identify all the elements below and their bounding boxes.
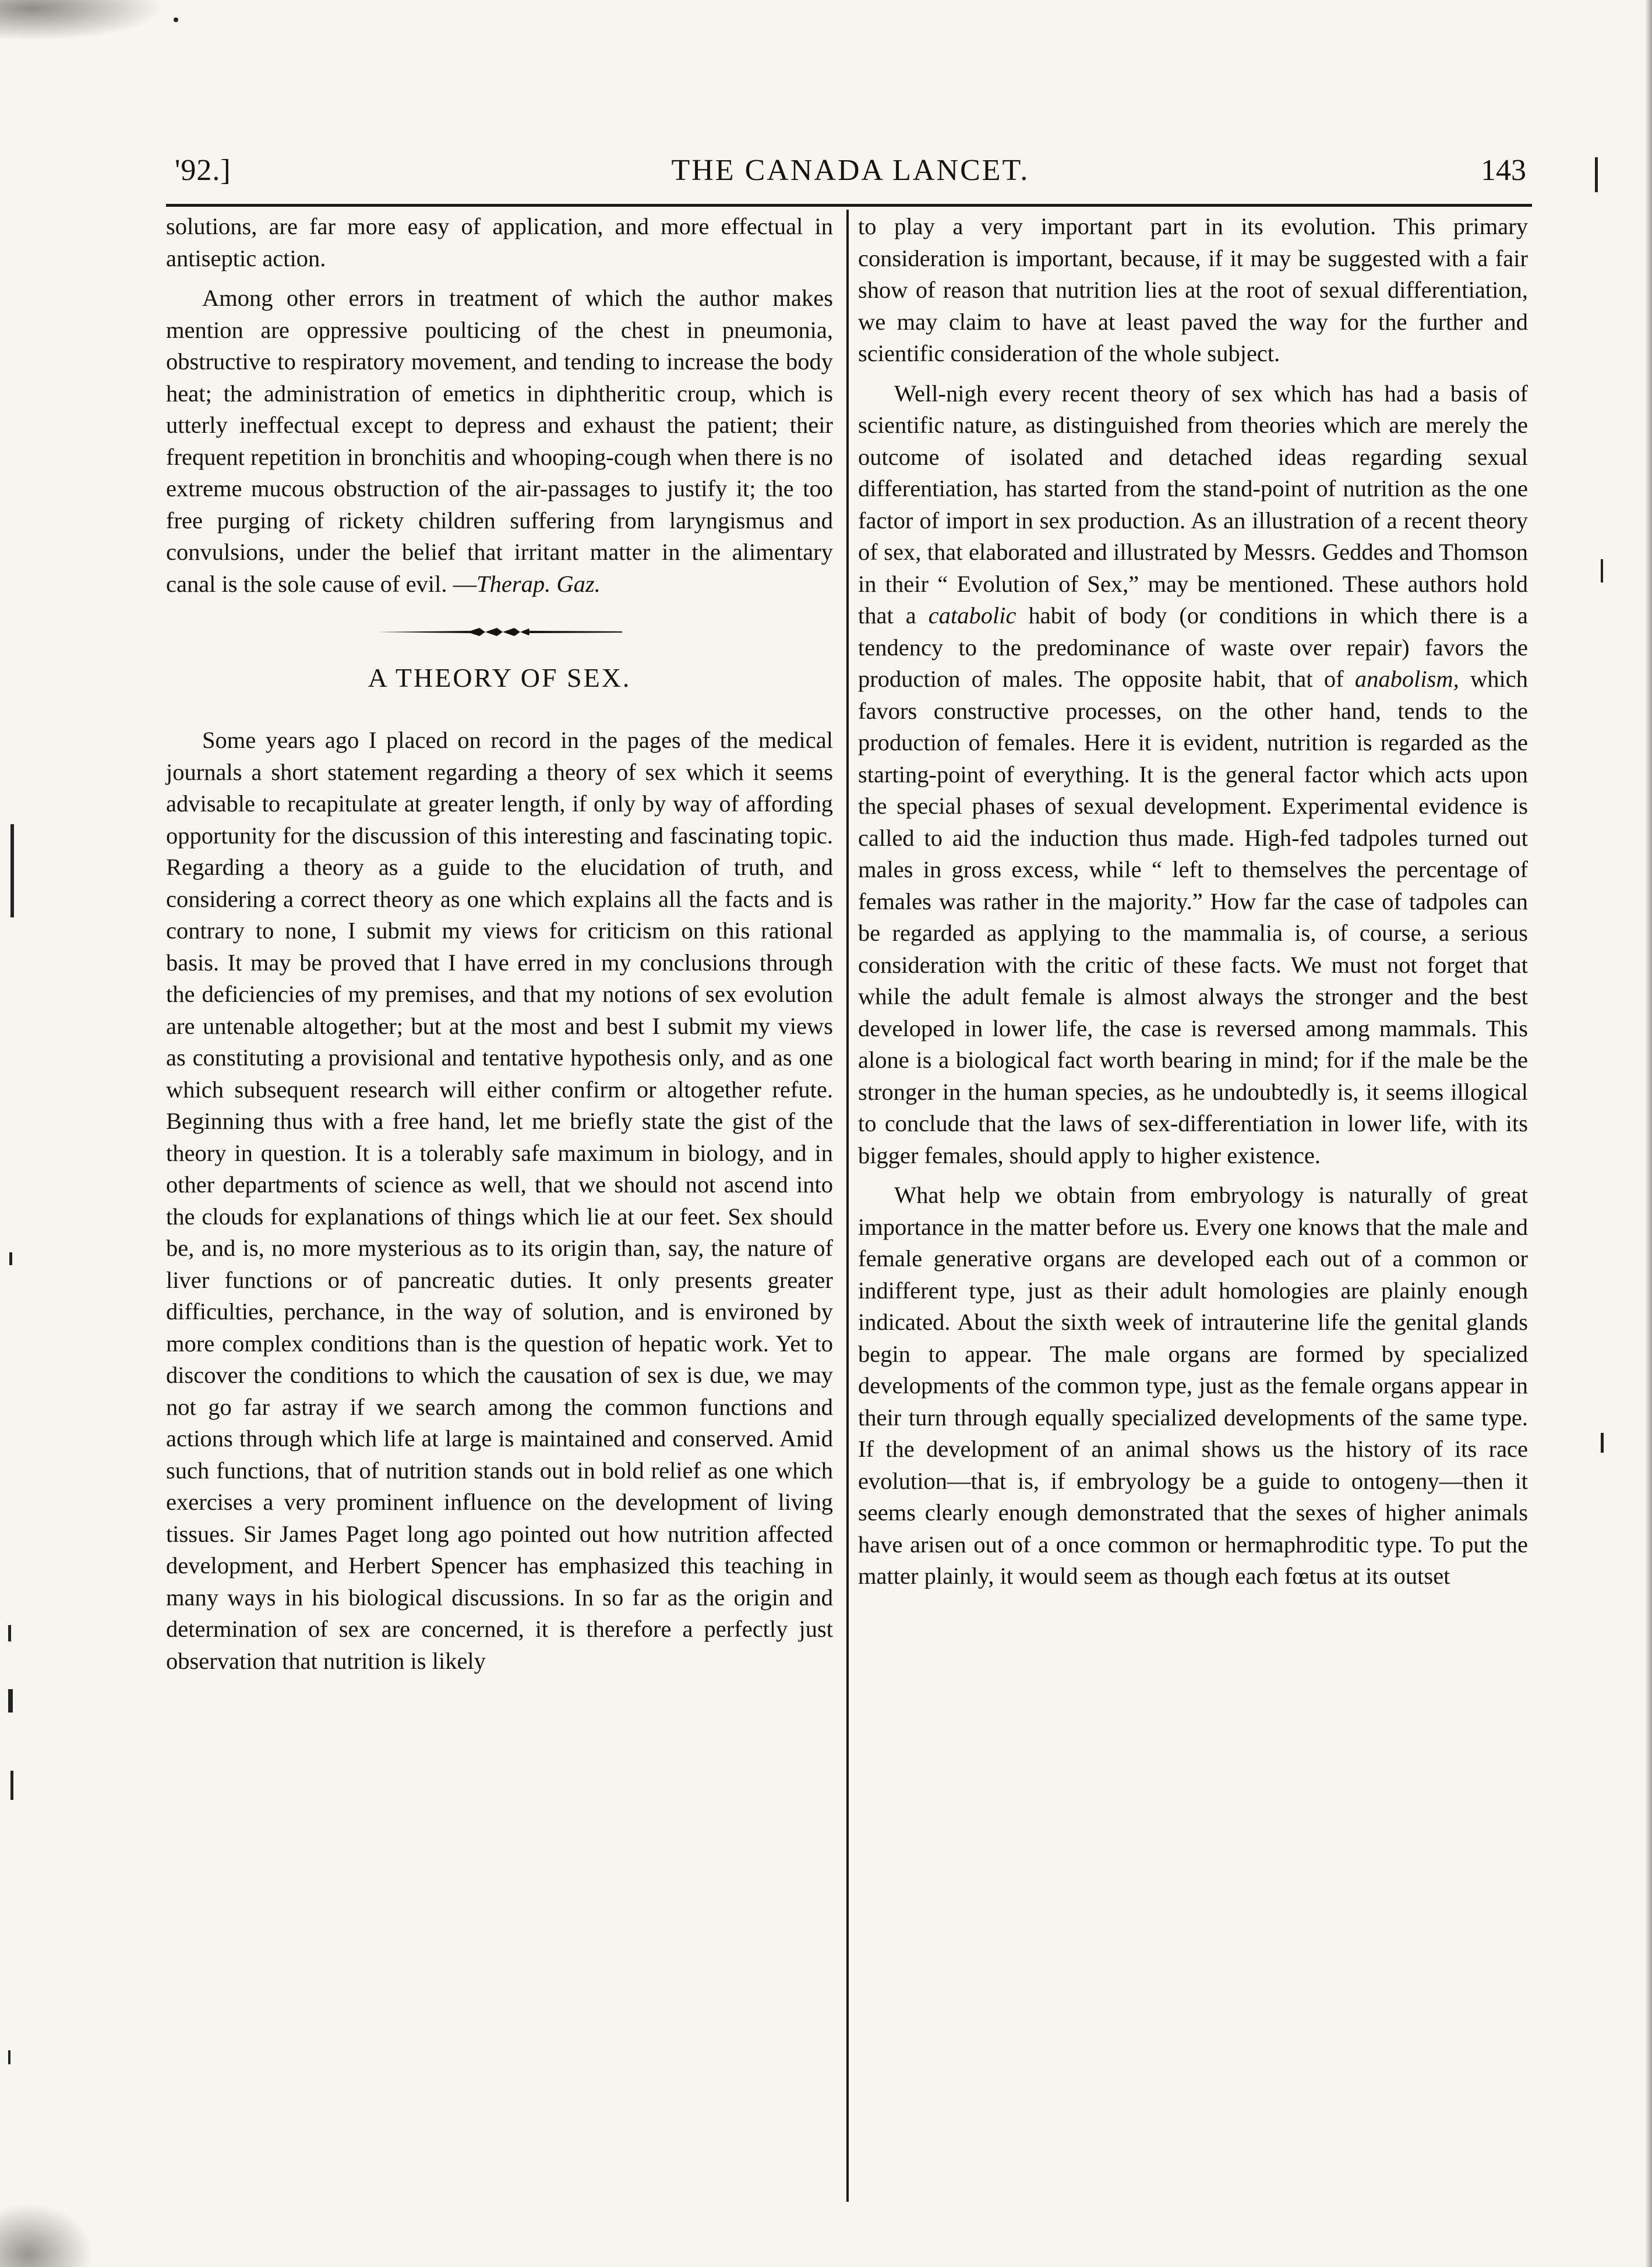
paragraph: Some years ago I placed on record in the pages of the medical journals a short statement regarding a theory of sex which it seems advisable to recapitulate at greater length, if only by way of affording opportunity for the discussion of this interesting and fascinating topic. Regarding a theory as a guide to the elucidation of truth, and considering a correct theory as one which explains all the facts and is contrary to none, I submit my views for criticism on this rational basis. It may be proved that I have erred in my conclusions through the deficiencies of my premises, and that my notions of sex evolution are untenable altogether; but at the most and best I submit my views as constituting a provisional and tentative hypothesis only, and as one which subsequent research will either confirm or altogether refute. Beginning thus with a free hand, let me briefly state the gist of the theory in question. It is a tolerably safe maximum in biology, and in other departments of science as well, that we should not ascend into the clouds for explanations of things which lie at our feet. Sex should be, and is, no more mysterious as to its origin than, say, the nature of liver functions or of pancreatic duties. It only presents greater difficulties, perchance, in the way of solution, and is environed by more complex conditions than is the question of hepatic work. Yet to discover the conditions to which the causation of sex is due, we may not go far astray if we search among the common functions and actions through which life at large is maintained and conserved. Amid such functions, that of nutrition stands out in bold relief as one which exercises a very prominent influence on the development of living tissues. Sir James Paget long ago pointed out how nutrition affected development, and Herbert Spencer has emphasized this teaching in many ways in his biological discussions. In so far as the origin and determination of sex are concerned, it is therefore a perfectly just observation that nutrition is likely: [166, 727, 833, 1674]
paragraph: What help we obtain from embryology is naturally of great importance in the matter before us. Every one knows that the male and female generative organs are developed each out of a common or indifferent type, just as their adult homologies are plainly enough indicated. About the sixth week of intrauterine life the genital glands begin to appear. The male organs are formed by specialized developments of the common type, just as the female organs appear in their turn through equally specialized developments of the same type. If the development of an animal shows us the history of its race evolution—that is, if embryology be a guide to ontogeny—then it seems clearly enough demonstrated that the sexes of higher animals have arisen out of a once common or hermaphroditic type. To put the matter plainly, it would seem as though each fœtus at its outset: [858, 1182, 1528, 1589]
section-divider-ornament: [377, 624, 622, 640]
paragraph: [858, 378, 1528, 1172]
page-number: 143: [1481, 154, 1526, 187]
column-divider: [846, 210, 849, 2202]
scan-smudge-bottom-left: [0, 2203, 93, 2267]
margin-speck: [1601, 1433, 1604, 1453]
italic-term: catabolic: [928, 602, 1016, 628]
italic-term: anabolism,: [1354, 666, 1459, 692]
margin-speck: [1601, 559, 1603, 582]
paragraph: solutions, are far more easy of application, and more effectual in antiseptic action.: [166, 213, 833, 271]
scan-smudge-top-left: [0, 0, 163, 41]
margin-speck: [8, 1625, 11, 1641]
margin-speck: [174, 17, 178, 22]
journal-title: THE CANADA LANCET.: [671, 154, 1030, 187]
citation-source: Therap. Gaz.: [476, 570, 601, 597]
margin-bar: [10, 1771, 13, 1800]
paragraph-text: which favors constructive processes, on the other hand, tends to the production of females. Here it is evident, nutrition is regarded as the starting-point of everything. It is the general factor which acts upon the special phases of sexual development. Experimental evidence is called to aid the induction thus made. High-fed tadpoles turned out males in gross excess, while “ left to themselves the percentage of females was rather in the majority.” How far the case of tadpoles can be regarded as applying to the mammalia is, of course, a serious consideration with the critic of these facts. We must not forget that while the adult female is almost always the stronger and the best developed in lower life, the case is reversed among mammals. This alone is a biological fact worth bearing in mind; for if the male be the stronger in the human species, as he undoubtedly is, it seems illogical to conclude that the laws of sex-differentiation in lower life, with its bigger females, should apply to higher existence.: [858, 666, 1529, 1168]
margin-speck: [1595, 157, 1598, 192]
paragraph: [166, 283, 833, 600]
paragraph-text: habit of body (or conditions in which there is a tendency to the predominance of waste over repair) favors the production of males. The opposite habit, that of: [858, 602, 1529, 692]
header-rule: [166, 204, 1532, 207]
paragraph-text: Well-nigh every recent theory of sex which has had a basis of scientific nature, as distinguished from theories which are merely the outcome of isolated and detached ideas regarding sexual differentiation, has started from the stand-point of nutrition as the one factor of import in sex production. As an illustration of a recent theory of sex, that elaborated and illustrated by Messrs. Geddes and Thomson in their “ Evolution of Sex,” may be mentioned. These authors hold that a: [858, 380, 1528, 628]
margin-speck: [8, 1689, 13, 1712]
paragraph-text: Among other errors in treatment of which the author makes mention are oppressive poulticing of the chest in pneumonia, obstructive to respiratory movement, and tending to increase the body heat; the administration of emetics in diphtheritic croup, which is utterly ineffectual except to depress and exhaust the patient; their frequent repetition in bronchitis and whooping-cough when there is no extreme mucous obstruction of the air-passages to justify it; the too free purging of rickety children suffering from laryngismus and convulsions, under the belief that irritant matter in the alimentary canal is the sole cause of evil. —: [166, 285, 833, 597]
page-edge-shadow: [1645, 0, 1652, 2267]
margin-speck: [8, 2050, 10, 2064]
right-column: [858, 211, 1528, 1592]
margin-speck: [9, 1252, 12, 1265]
section-title: A THEORY OF SEX.: [368, 663, 631, 693]
margin-bar: [10, 824, 14, 917]
paragraph: to play a very important part in its evolution. This primary consideration is important, because, if it may be suggested with a fair show of reason that nutrition lies at the root of sexual differentiation, we may claim to have at least paved the way for the further and scientific consideration of the whole subject.: [858, 213, 1528, 366]
left-column: [166, 211, 833, 1677]
header-year: '92.]: [175, 154, 231, 187]
running-header: [175, 144, 1526, 197]
